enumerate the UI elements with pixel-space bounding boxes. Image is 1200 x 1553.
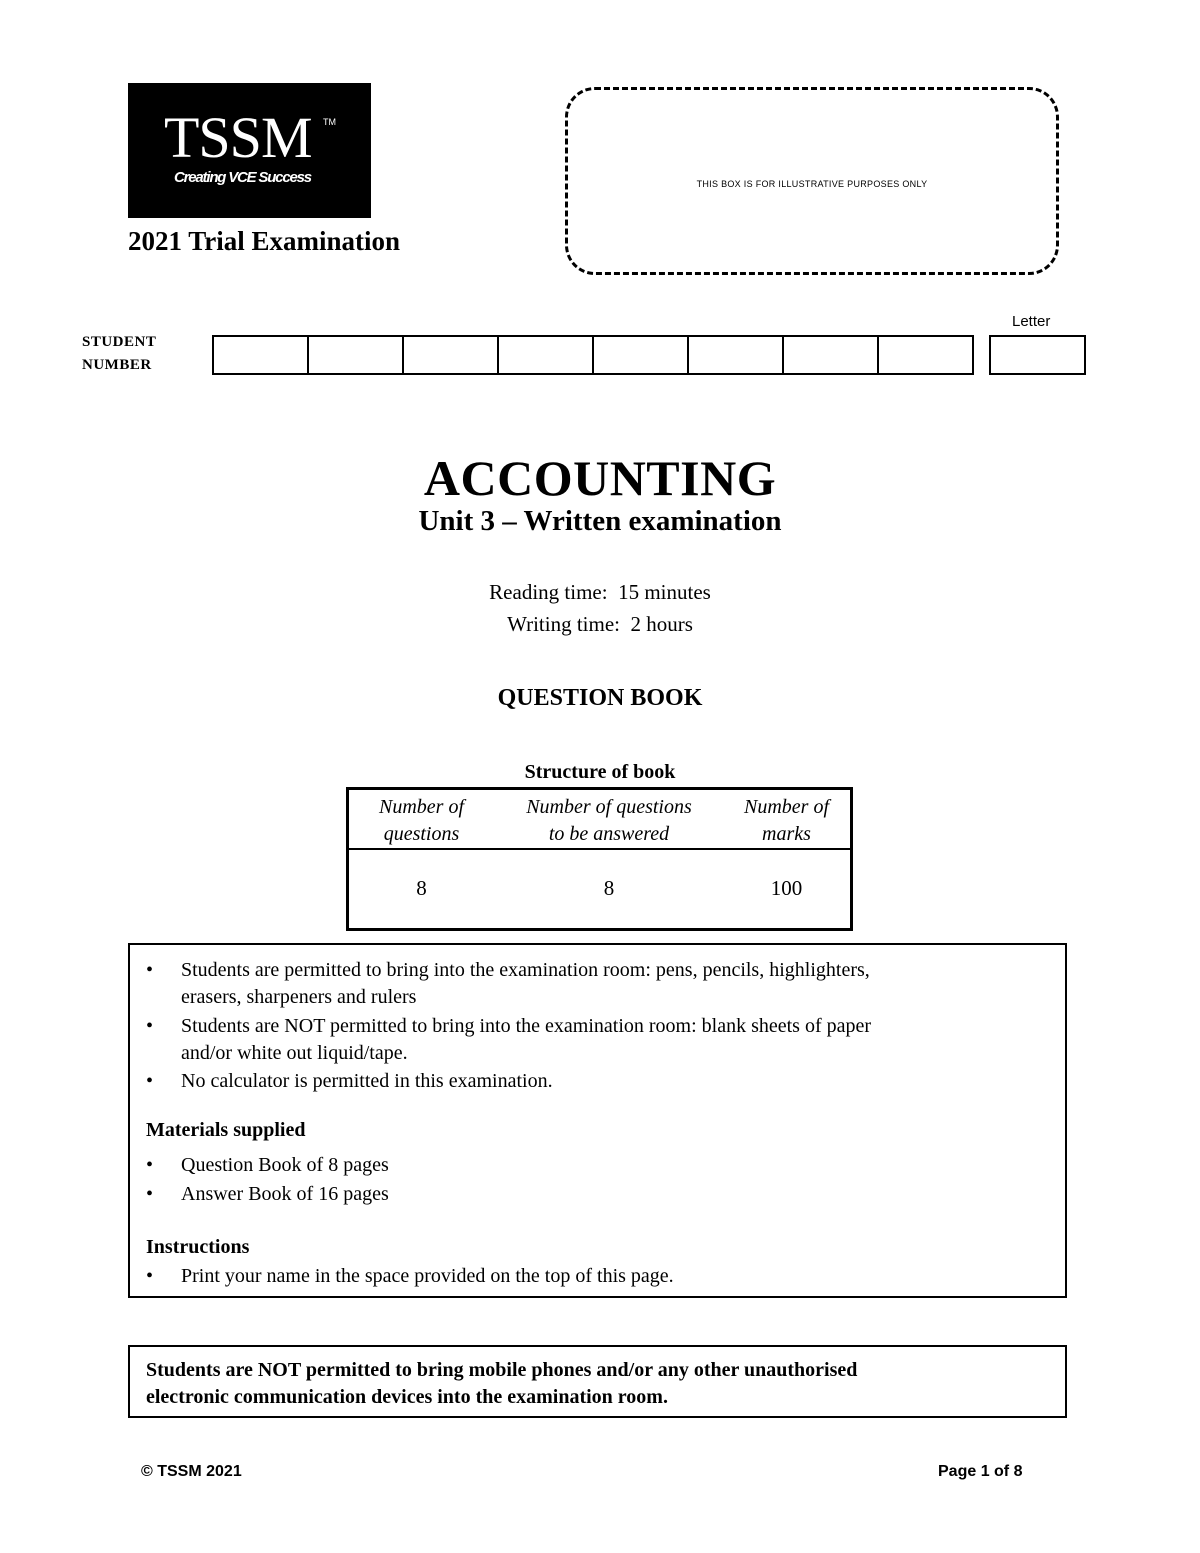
list-item-text: Print your name in the space provided on the top of this page. [181,1265,674,1287]
subject-title: ACCOUNTING [423,450,777,506]
structure-table-header [349,790,850,850]
list-item-text: Students are NOT permitted to bring into the examination room: blank sheets of paper [181,1015,872,1037]
letter-box[interactable] [989,335,1086,375]
tssm-logo [128,83,371,218]
value-questions-to-answer: 8 [603,876,615,900]
list-item-text: Answer Book of 16 pages [181,1183,389,1205]
warning-line: electronic communication devices into the examination room. [146,1386,668,1408]
bullet-icon: • [146,1154,154,1176]
warning-box [128,1345,1067,1418]
structure-table [346,787,853,931]
header-number-of-marks [724,790,849,848]
list-item-text: Question Book of 8 pages [181,1154,389,1176]
student-number-cell[interactable] [784,337,879,373]
writing-time: Writing time: 2 hours [507,612,693,636]
bullet-icon: • [146,1015,154,1037]
value-number-of-marks: 100 [770,876,803,900]
student-number-cell[interactable] [309,337,404,373]
header-number-of-questions [349,790,494,848]
illustrative-box-text: THIS BOX IS FOR ILLUSTRATIVE PURPOSES ONLY [696,179,928,189]
header-text: to be answered [548,823,670,845]
student-number-label [82,331,156,377]
header-text: Number of [744,796,829,818]
header-text: questions [383,823,460,845]
student-number-cell[interactable] [214,337,309,373]
bullet-icon: • [146,1183,154,1205]
bullet-icon: • [146,1265,154,1287]
student-number-cell[interactable] [404,337,499,373]
student-label-line2: NUMBER [82,357,152,373]
materials-heading: Materials supplied [146,1119,306,1141]
rules-box [128,943,1067,1298]
instructions-heading: Instructions [146,1236,250,1258]
book-type: QUESTION BOOK [497,685,703,711]
list-item-text: Students are permitted to bring into the examination room: pens, pencils, highlighters, [181,959,870,981]
student-number-cell[interactable] [689,337,784,373]
structure-table-row [349,876,850,901]
logo-trademark: TM [323,117,336,127]
header-text: marks [762,823,811,845]
student-number-cell[interactable] [594,337,689,373]
warning-line: Students are NOT permitted to bring mobile phones and/or any other unauthorised [146,1359,858,1381]
footer-page-number: Page 1 of 8 [938,1463,1023,1480]
student-number-cell[interactable] [499,337,594,373]
logo-brand: TSSM [164,105,312,170]
letter-label: Letter [1012,313,1051,330]
student-number-cell[interactable] [879,337,972,373]
header-text: Number of questions [526,796,692,818]
illustrative-box [565,87,1059,275]
unit-title: Unit 3 – Written examination [418,505,782,537]
bullet-icon: • [146,959,154,981]
header-text: Number of [379,796,464,818]
logo-tagline: Creating VCE Success [174,169,311,186]
bullet-icon: • [146,1070,154,1092]
value-number-of-questions: 8 [416,876,427,900]
list-item-text: No calculator is permitted in this examination. [181,1070,553,1092]
footer-copyright: © TSSM 2021 [141,1463,242,1480]
student-label-line1: STUDENT [82,334,157,350]
structure-title: Structure of book [524,761,676,783]
trial-title: 2021 Trial Examination [128,226,401,256]
list-item-text: erasers, sharpeners and rulers [181,986,417,1008]
list-item-text: and/or white out liquid/tape. [181,1042,408,1064]
student-number-boxes [212,335,974,375]
reading-time: Reading time: 15 minutes [489,580,711,604]
header-questions-to-answer [494,790,724,848]
